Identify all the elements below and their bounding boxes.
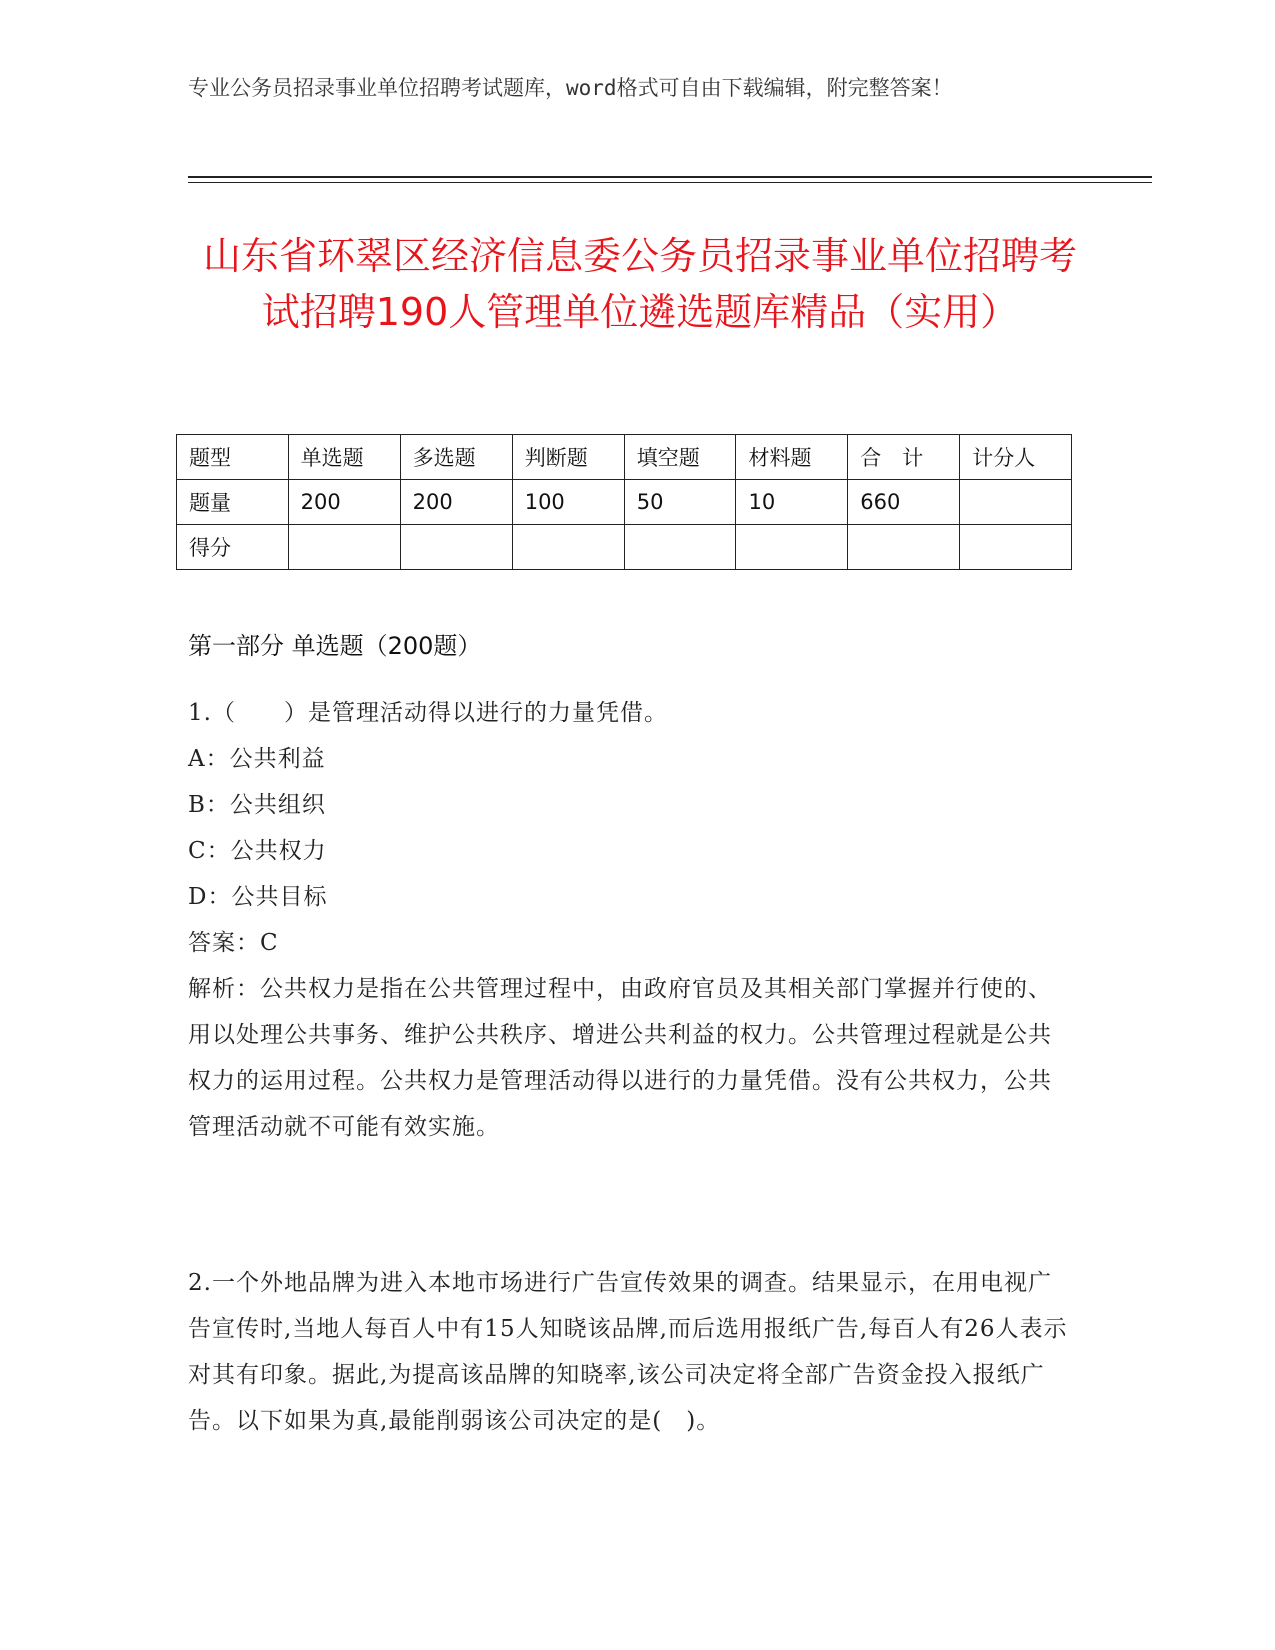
document-title: 山东省环翠区经济信息委公务员招录事业单位招聘考试招聘190人管理单位遴选题库精品（实用） — [202, 234, 1077, 334]
table-cell: 题型 — [177, 435, 289, 480]
table-cell — [960, 480, 1072, 525]
table-cell: 得分 — [177, 525, 289, 570]
analysis-label: 解析： — [188, 976, 260, 1002]
question-stem: 1.（ ）是管理活动得以进行的力量凭借。 — [188, 700, 668, 726]
table-cell: 10 — [736, 480, 848, 525]
table-cell: 合 计 — [848, 435, 960, 480]
table-header-row — [177, 435, 1072, 480]
table-cell: 单选题 — [288, 435, 400, 480]
table-cell — [512, 525, 624, 570]
table-cell — [400, 525, 512, 570]
table-cell: 题量 — [177, 480, 289, 525]
header-divider-thick — [188, 176, 1152, 178]
answer-line — [188, 920, 1068, 966]
score-table — [176, 434, 1072, 570]
table-cell: 计分人 — [960, 435, 1072, 480]
table-cell: 200 — [400, 480, 512, 525]
table-cell — [848, 525, 960, 570]
option-b: B：公共组织 — [188, 792, 326, 818]
option-a: A：公共利益 — [188, 746, 326, 772]
option-c: C：公共权力 — [188, 838, 327, 864]
table-cell: 材料题 — [736, 435, 848, 480]
answer-value: C — [260, 930, 279, 956]
option-d: D：公共目标 — [188, 884, 328, 910]
table-cell: 多选题 — [400, 435, 512, 480]
question-2 — [188, 1260, 1068, 1444]
section-title: 第一部分 单选题（200题） — [188, 632, 482, 660]
table-cell: 200 — [288, 480, 400, 525]
answer-label: 答案： — [188, 930, 260, 956]
table-cell: 100 — [512, 480, 624, 525]
table-row-score — [177, 525, 1072, 570]
table-cell — [960, 525, 1072, 570]
analysis-text: 公共权力是指在公共管理过程中，由政府官员及其相关部门掌握并行使的、用以处理公共事务、维护公共秩序、增进公共利益的权力。公共管理过程就是公共权力的运用过程。公共权力是管理活动得以进行的力量凭借。没有公共权力，公共管理活动就不可能有效实施。 — [188, 976, 1052, 1140]
header-note: 专业公务员招录事业单位招聘考试题库，word格式可自由下载编辑，附完整答案！ — [188, 76, 953, 100]
table-cell: 50 — [624, 480, 736, 525]
table-cell: 填空题 — [624, 435, 736, 480]
table-cell: 判断题 — [512, 435, 624, 480]
table-cell — [736, 525, 848, 570]
question-stem: 2.一个外地品牌为进入本地市场进行广告宣传效果的调查。结果显示，在用电视广告宣传时,当地人每百人中有15人知晓该品牌,而后选用报纸广告,每百人有26人表示对其有印象。据此,为提高该品牌的知晓率,该公司决定将全部广告资金投入报纸广告。以下如果为真,最能削弱该公司决定的是( )。 — [188, 1270, 1068, 1434]
table-cell — [624, 525, 736, 570]
table-cell: 660 — [848, 480, 960, 525]
question-1 — [188, 690, 1068, 1150]
analysis — [188, 966, 1068, 1150]
table-row-count — [177, 480, 1072, 525]
header-divider-thin — [188, 182, 1152, 183]
table-cell — [288, 525, 400, 570]
